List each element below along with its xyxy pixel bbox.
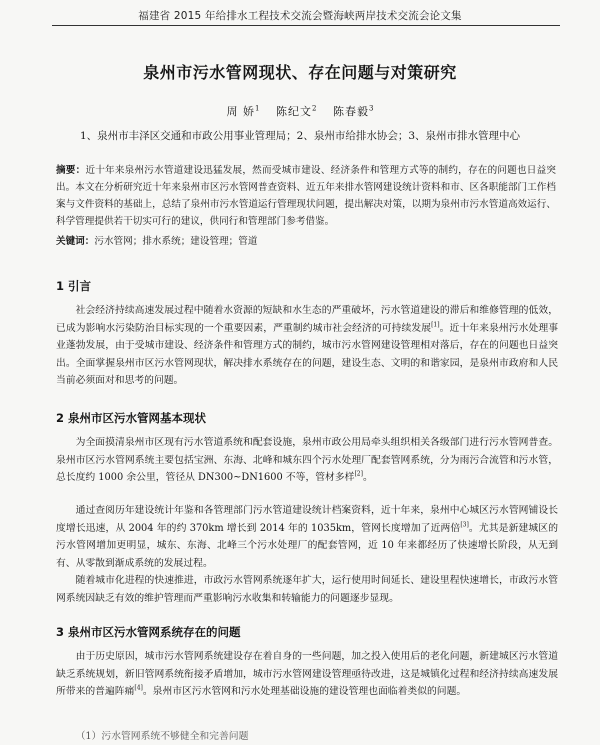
keywords xyxy=(56,234,556,249)
paragraph: 由于历史原因，城市污水管网系统建设存在着自身的一些问题，加之投入使用后的老化问题，新建城区污水管道缺乏系统规划，新旧管网系统衔接矛盾增加，城市污水管网建设管理亟待改进，这是城镇化过程和经济持续高速发展所带来的普遍阵痛[4]。泉州市区污水管网和污水处理基础设施的建设管理也面临着类似的问题。 xyxy=(56,651,558,697)
cutoff-line: （1）污水管网系统不够健全和完善问题 xyxy=(75,731,249,742)
header-rule xyxy=(52,25,560,26)
paragraph: 通过查阅历年建设统计年鉴和各管理部门污水管道建设统计档案资料，近十年来，泉州中心城区污水管网铺设长度增长迅速，从 2004 年的约 370km 增长到 2014 年的 1035km，管网长度增加了近两倍[3]。尤其是新建城区的污水管网增加更明显，城东、东海、北峰三个污水处理厂的配套管网，近 10 年来都经历了快速增长阶段，从无到有、从零散到渐成系统的发展过程。 xyxy=(56,505,559,569)
section-heading: 1 引言 xyxy=(56,279,92,293)
paragraph: 为全面摸清泉州市区现有污水管道系统和配套设施，泉州市政公用局牵头组织相关各级部门进行污水管网普查。泉州市区污水管网系统主要包括宝洲、东海、北峰和城东四个污水处理厂配套管网系统，分为雨污合流管和污水管，总长度约 1000 余公里，管径从 DN300~DN1600 不等，管材多样[2]。 xyxy=(56,437,558,483)
running-header: 福建省 2015 年给排水工程技术交流会暨海峡两岸技术交流会论文集 xyxy=(138,10,462,22)
author: 陈纪文$^2$ xyxy=(276,104,317,118)
abstract-text: 近十年来泉州污水管道建设迅猛发展，然而受城市建设、经济条件和管理方式等的制约，存在的问题也日益突出。本文在分析研究近十年来泉州市区污水管网普查资料、近五年来排水管网建设统计资料和市、区各职能部门工作档案与文件资料的基础上，总结了泉州市污水管道运行管理现状问题，提出解决对策，以期为泉州市污水管道高效运行、科学管理提供若干切实可行的建议，供同行和管理部门参考借鉴。 xyxy=(56,165,557,227)
paragraph: 随着城市化进程的快速推进，市政污水管网系统逐年扩大，运行使用时间延长、建设里程快速增长，市政污水管网系统因缺乏有效的维护管理而严重影响污水收集和转输能力的问题逐步显现。 xyxy=(56,575,558,604)
author: 周 娇$^1$ xyxy=(226,104,260,118)
section-heading: 2 泉州市区污水管网基本现状 xyxy=(56,411,207,425)
abstract-label: 摘要： xyxy=(56,165,86,176)
paragraph: 社会经济持续高速发展过程中随着水资源的短缺和水生态的严重破坏，污水管道建设的滞后和维修管理的低效，已成为影响水污染防治目标实现的一个重要因素，严重制约城市社会经济的可持续发展[1]。近十年来泉州污水处理事业蓬勃发展，由于受城市建设、经济条件和管理方式的制约，城市污水管网建设管理相对落后，存在的问题也日益突出。全面掌握泉州市区污水管网现状，解决排水系统存在的问题，建设生态、文明的和谐家园，是泉州市政府和人民当前必须面对和思考的问题。 xyxy=(56,305,559,386)
keywords-label: 关键词： xyxy=(56,236,95,247)
section-heading: 3 泉州市区污水管网系统存在的问题 xyxy=(56,625,241,639)
author: 陈春毅$^3$ xyxy=(332,104,374,118)
paper-title: 泉州市污水管网现状、存在问题与对策研究 xyxy=(143,63,457,82)
author-line xyxy=(0,103,600,119)
keywords-text: 污水管网；排水系统；建设管理；管道 xyxy=(94,236,258,247)
abstract xyxy=(56,162,556,230)
affiliations: 1、泉州市丰泽区交通和市政公用事业管理局；2、泉州市给排水协会；3、泉州市排水管理中心 xyxy=(79,130,521,142)
